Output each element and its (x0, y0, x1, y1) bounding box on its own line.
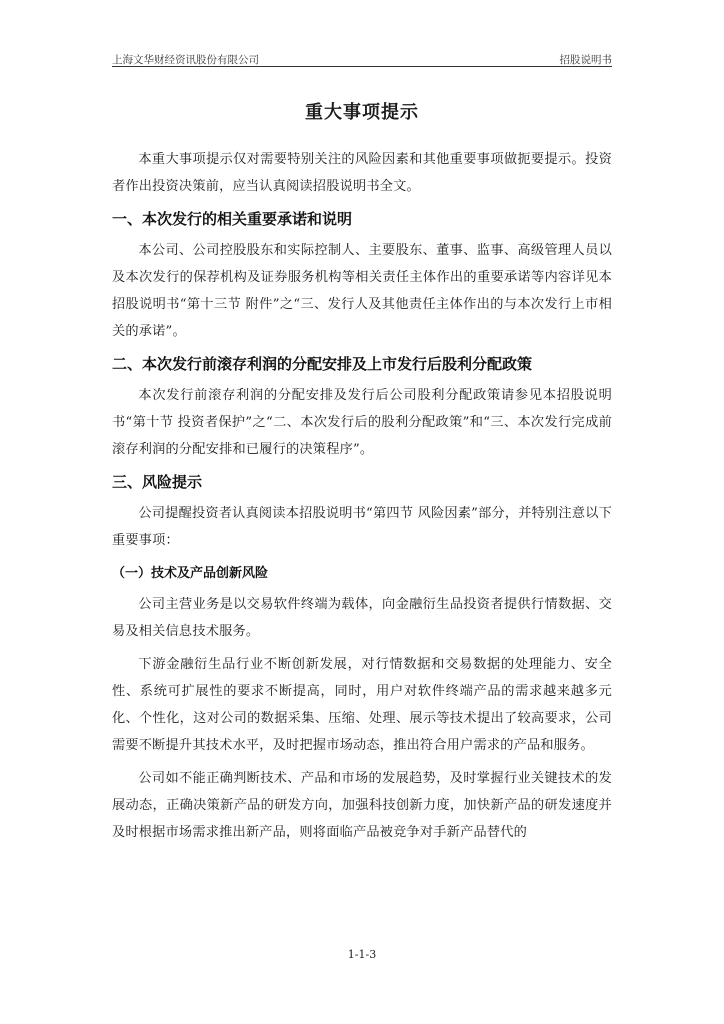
document-title: 重大事项提示 (305, 102, 419, 123)
header-company-name: 上海文华财经资讯股份有限公司 (112, 54, 259, 66)
commitments-paragraph: 本公司、公司控股股东和实际控制人、主要股东、董事、监事、高级管理人员以及本次发行的保荐机构及证券服务机构等相关责任主体作出的重要承诺等内容详见本招股说明书“第十三节 附件”之“三、发行人及其他责任主体作出的与本次发行上市相关的承诺”。 (112, 243, 612, 339)
profit-distribution-paragraph: 本次发行前滚存利润的分配安排及发行后公司股利分配政策请参见本招股说明书“第十节 投资者保护”之“二、本次发行后的股利分配政策”和“三、本次发行完成前滚存利润的分配安排和已履行的决策程序”。 (112, 388, 612, 457)
page-number: 1-1-3 (347, 948, 377, 961)
tech-risk-paragraph-1: 公司主营业务是以交易软件终端为载体，向金融衍生品投资者提供行情数据、交易及相关信息技术服务。 (112, 597, 612, 639)
tech-risk-paragraph-3: 公司如不能正确判断技术、产品和市场的发展趋势，及时掌握行业关键技术的发展动态，正确决策新产品的研发方向，加强科技创新力度，加快新产品的研发速度并及时根据市场需求推出新产品，则将面临产品被竞争对手新产品替代的 (112, 771, 612, 840)
section-heading-profit-distribution: 二、本次发行前滚存利润的分配安排及上市发行后股利分配政策 (112, 355, 533, 373)
subsection-heading-tech-risk: （一）技术及产品创新风险 (112, 566, 269, 581)
header-document-type: 招股说明书 (559, 54, 612, 66)
intro-paragraph: 本重大事项提示仅对需要特别关注的风险因素和其他重要事项做扼要提示。投资者作出投资决策前，应当认真阅读招股说明书全文。 (112, 152, 612, 194)
page-header (112, 50, 612, 67)
risk-intro-paragraph: 公司提醒投资者认真阅读本招股说明书“第四节 风险因素”部分，并特别注意以下重要事项： (112, 506, 612, 548)
tech-risk-paragraph-2: 下游金融衍生品行业不断创新发展，对行情数据和交易数据的处理能力、安全性、系统可扩展性的要求不断提高，同时，用户对软件终端产品的需求越来越多元化、个性化，这对公司的数据采集、压缩、处理、展示等技术提出了较高要求，公司需要不断提升其技术水平，及时把握市场动态，推出符合用户需求的产品和服务。 (112, 657, 612, 753)
section-heading-commitments: 一、本次发行的相关重要承诺和说明 (112, 210, 353, 228)
document-body (112, 98, 612, 846)
section-heading-risk: 三、风险提示 (112, 473, 203, 491)
